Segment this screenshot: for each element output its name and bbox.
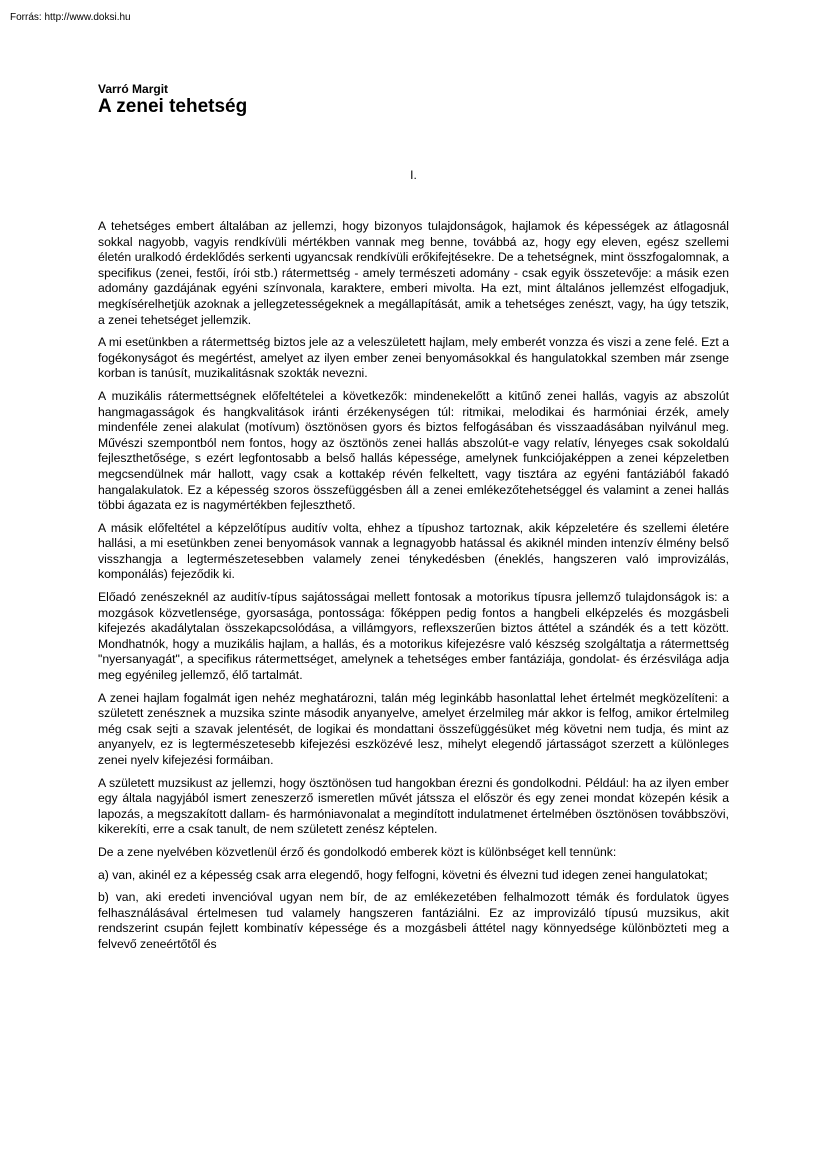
document-title: A zenei tehetség bbox=[98, 96, 248, 117]
document-body bbox=[98, 219, 729, 960]
paragraph: A zenei hajlam fogalmát igen nehéz meghatározni, talán még leginkább hasonlattal lehet értelmét megközelíteni: a született zenésznek a muzsika szinte második anyanyelve, amelyet érzelmileg már akkor is felfog, amikor értelmileg még csak sejti a szavak jelentését, de logikai és mondattani összefüggésüket még követni nem tudja, és mint az anyanyelv, ez is legtermészetesebb kifejezési eszközévé lesz, mihelyt elegendő jártasságot szerzett a különleges zenei nyelv kifejezési formáiban. bbox=[98, 690, 729, 767]
paragraph: De a zene nyelvében közvetlenül érző és gondolkodó emberek közt is különbséget kell tennünk: bbox=[98, 844, 617, 859]
list-item-a: a) van, akinél ez a képesség csak arra elegendő, hogy felfogni, követni és élvezni tud idegen zenei hangulatokat; bbox=[98, 867, 708, 882]
section-number: I. bbox=[410, 168, 417, 182]
paragraph: A másik előfeltétel a képzelőtípus auditív volta, ehhez a típushoz tartoznak, akik képzeletére és szellemi életére hallási, a mi esetünkben zenei benyomások vannak a legnagyobb hatással és akiknél minden intenzív élmény belső visszhangja a legtermészetesebben valamely zenei ténykedésben (éneklés, hangszeren való improvizálás, komponálás) fejeződik ki. bbox=[98, 520, 729, 582]
paragraph: A tehetséges embert általában az jellemzi, hogy bizonyos tulajdonságok, hajlamok és képességek az átlagosnál sokkal nagyobb, vagyis rendkívüli mértékben vannak meg benne, továbbá az, hogy egy eleven, egész szellemi életén uralkodó érdeklődés serkenti ugyancsak rendkívüli erőkifejtésekre. De a tehetségnek, mint összfogalomnak, a specifikus (zenei, festői, írói stb.) rátermettség - amely természeti adomány - csak egyik összetevője: a másik ezen adomány gazdájának egyéni színvonala, karaktere, emberi mivolta. Ha ezt, mint általános jellemzést elfogadjuk, megkísérelhetjük azoknak a jellegzetességeknek a megállapítását, amik a tehetséges zenészt, vagy, ha úgy tetszik, a zenei tehetséget jellemzik. bbox=[98, 219, 729, 327]
list-item-b: b) van, aki eredeti invencióval ugyan nem bír, de az emlékezetében felhalmozott témák és fordulatok ügyes felhasználásával értelmesen tud valamely hangszeren fantáziálni. Ez az improvizáló típusú muzsikus, akit rendszerint csupán fejlett kombinatív képessége és a mozgásbeli áttétel nagy könnyedsége különbözteti meg a felvevő zeneértőtől és bbox=[98, 890, 729, 951]
paragraph: A muzikális rátermettségnek előfeltételei a következők: mindenekelőtt a kitűnő zenei hallás, vagyis az abszolút hangmagasságok és hangkvalitások iránti érzékenységen túl: ritmikai, melodikai és harmóniai érzék, amely mindenféle zenei alakulat (motívum) ösztönösen gyors és biztos felfogásában és visszaadásában nyilvánul meg. Művészi szempontból nem fontos, hogy az ösztönös zenei hallás abszolút-e vagy relatív, lényeges csak sokoldalú fejleszthetősége, s ezért legfontosabb a belső hallás képessége, amelynek funkciójaképpen a zenei képzeletben megcsendülnek már hallott, vagy csak a kottakép révén felkeltett, vagy tisztára az egyéni fantáziából fakadó hangalakulatok. Ez a képesség szoros összefüggésben áll a zenei emlékezőtehetséggel és valamint a zenei hallás többi ágazata ez is nagymértékben fejleszthető. bbox=[98, 388, 729, 513]
author-name: Varró Margit bbox=[98, 82, 169, 96]
paragraph: Előadó zenészeknél az auditív-típus sajátosságai mellett fontosak a motorikus típusra jellemző tulajdonságok is: a mozgások közvetlensége, gyorsasága, pontossága: főképpen pedig fontos a hangbeli elképzelés és mozgásbeli kifejezés akadálytalan összekapcsolódása, a villámgyors, reflexszerűen biztos áttétel a szándék és a tett között. Mondhatnók, hogy a muzikális hajlam, a hallás, és a motorikus kifejezésre való készség szolgáltatja a rátermettség "nyersanyagát", a specifikus rátermettséget, amelynek a tehetséges ember fantáziája, gondolat- és érzésvilága adja meg egyénileg jellemző, élő tartalmát. bbox=[98, 590, 729, 683]
paragraph: A mi esetünkben a rátermettség biztos jele az a veleszületett hajlam, mely emberét vonzza és viszi a zene felé. Ezt a fogékonyságot és megértést, amelyet az ilyen ember zenei benyomásokkal és hangulatokkal szemben már zsenge korban is tanúsít, muzikalitásnak szokták nevezni. bbox=[98, 335, 729, 381]
source-line: Forrás: http://www.doksi.hu bbox=[10, 12, 131, 23]
paragraph: A született muzsikust az jellemzi, hogy ösztönösen tud hangokban érezni és gondolkodni. Például: ha az ilyen ember egy általa nagyjából ismert zeneszerző ismeretlen művét játssza el először és egy zenei mondat közepén késik a lapozás, a megszakított dallam- és harmóniavonalat a megindított indulatmenet értelmében ösztönösen továbbszövi, kikerekíti, erre a csak tanult, de nem született zenész képtelen. bbox=[98, 775, 729, 837]
